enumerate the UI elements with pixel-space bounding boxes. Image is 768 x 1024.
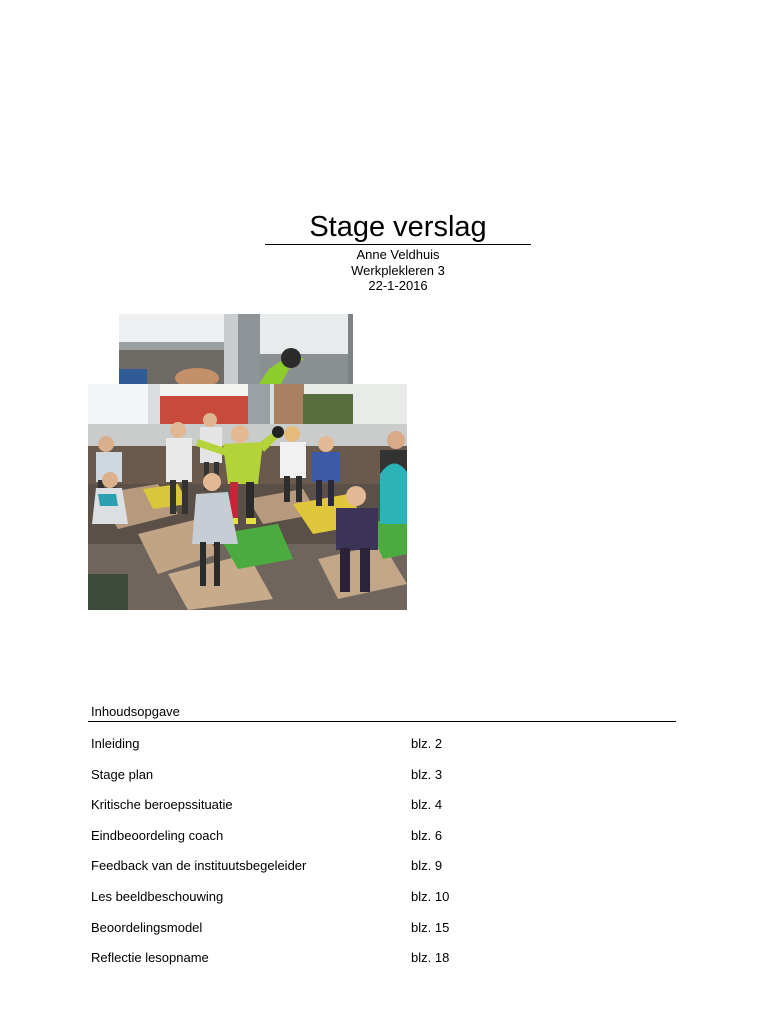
author-name: Anne Veldhuis <box>356 247 440 262</box>
toc-entry-label: Eindbeoordeling coach <box>91 827 224 843</box>
toc-entry-label: Inleiding <box>91 736 140 751</box>
title-block <box>265 210 531 294</box>
document-title: Stage verslag <box>265 210 531 245</box>
toc-entry-page: blz. 3 <box>411 766 443 782</box>
toc-list <box>88 736 676 981</box>
toc-entry-page: blz. 9 <box>411 858 443 874</box>
toc-entry-page: blz. 10 <box>411 888 450 904</box>
toc-entry <box>88 828 676 859</box>
toc-entry-page: blz. 18 <box>411 950 450 966</box>
clay-figures-image <box>88 384 407 610</box>
toc-entry-label: Beoordelingsmodel <box>91 919 203 935</box>
toc-entry <box>88 889 676 920</box>
toc-entry-label: Reflectie lesopname <box>91 950 209 966</box>
toc-entry-page: blz. 2 <box>411 736 443 751</box>
course-name: Werkplekleren 3 <box>351 262 445 278</box>
toc-entry <box>88 858 676 889</box>
classroom-window-image <box>119 314 353 384</box>
top-photo <box>119 314 353 384</box>
toc-entry <box>88 736 676 767</box>
toc-entry-label: Kritische beroepssituatie <box>91 797 233 813</box>
toc-entry <box>88 920 676 951</box>
toc-entry-page: blz. 4 <box>411 797 443 813</box>
main-photo <box>88 384 407 610</box>
toc-entry-label: Les beeldbeschouwing <box>91 888 224 904</box>
toc-entry <box>88 797 676 828</box>
toc-entry-label: Feedback van de instituutsbegeleider <box>91 858 307 874</box>
table-of-contents <box>88 704 676 981</box>
toc-heading: Inhoudsopgave <box>88 704 676 722</box>
toc-entry <box>88 767 676 798</box>
toc-entry <box>88 950 676 981</box>
toc-entry-label: Stage plan <box>91 766 154 782</box>
toc-entry-page: blz. 15 <box>411 919 450 935</box>
document-date: 22-1-2016 <box>368 278 428 293</box>
toc-entry-page: blz. 6 <box>411 827 443 843</box>
